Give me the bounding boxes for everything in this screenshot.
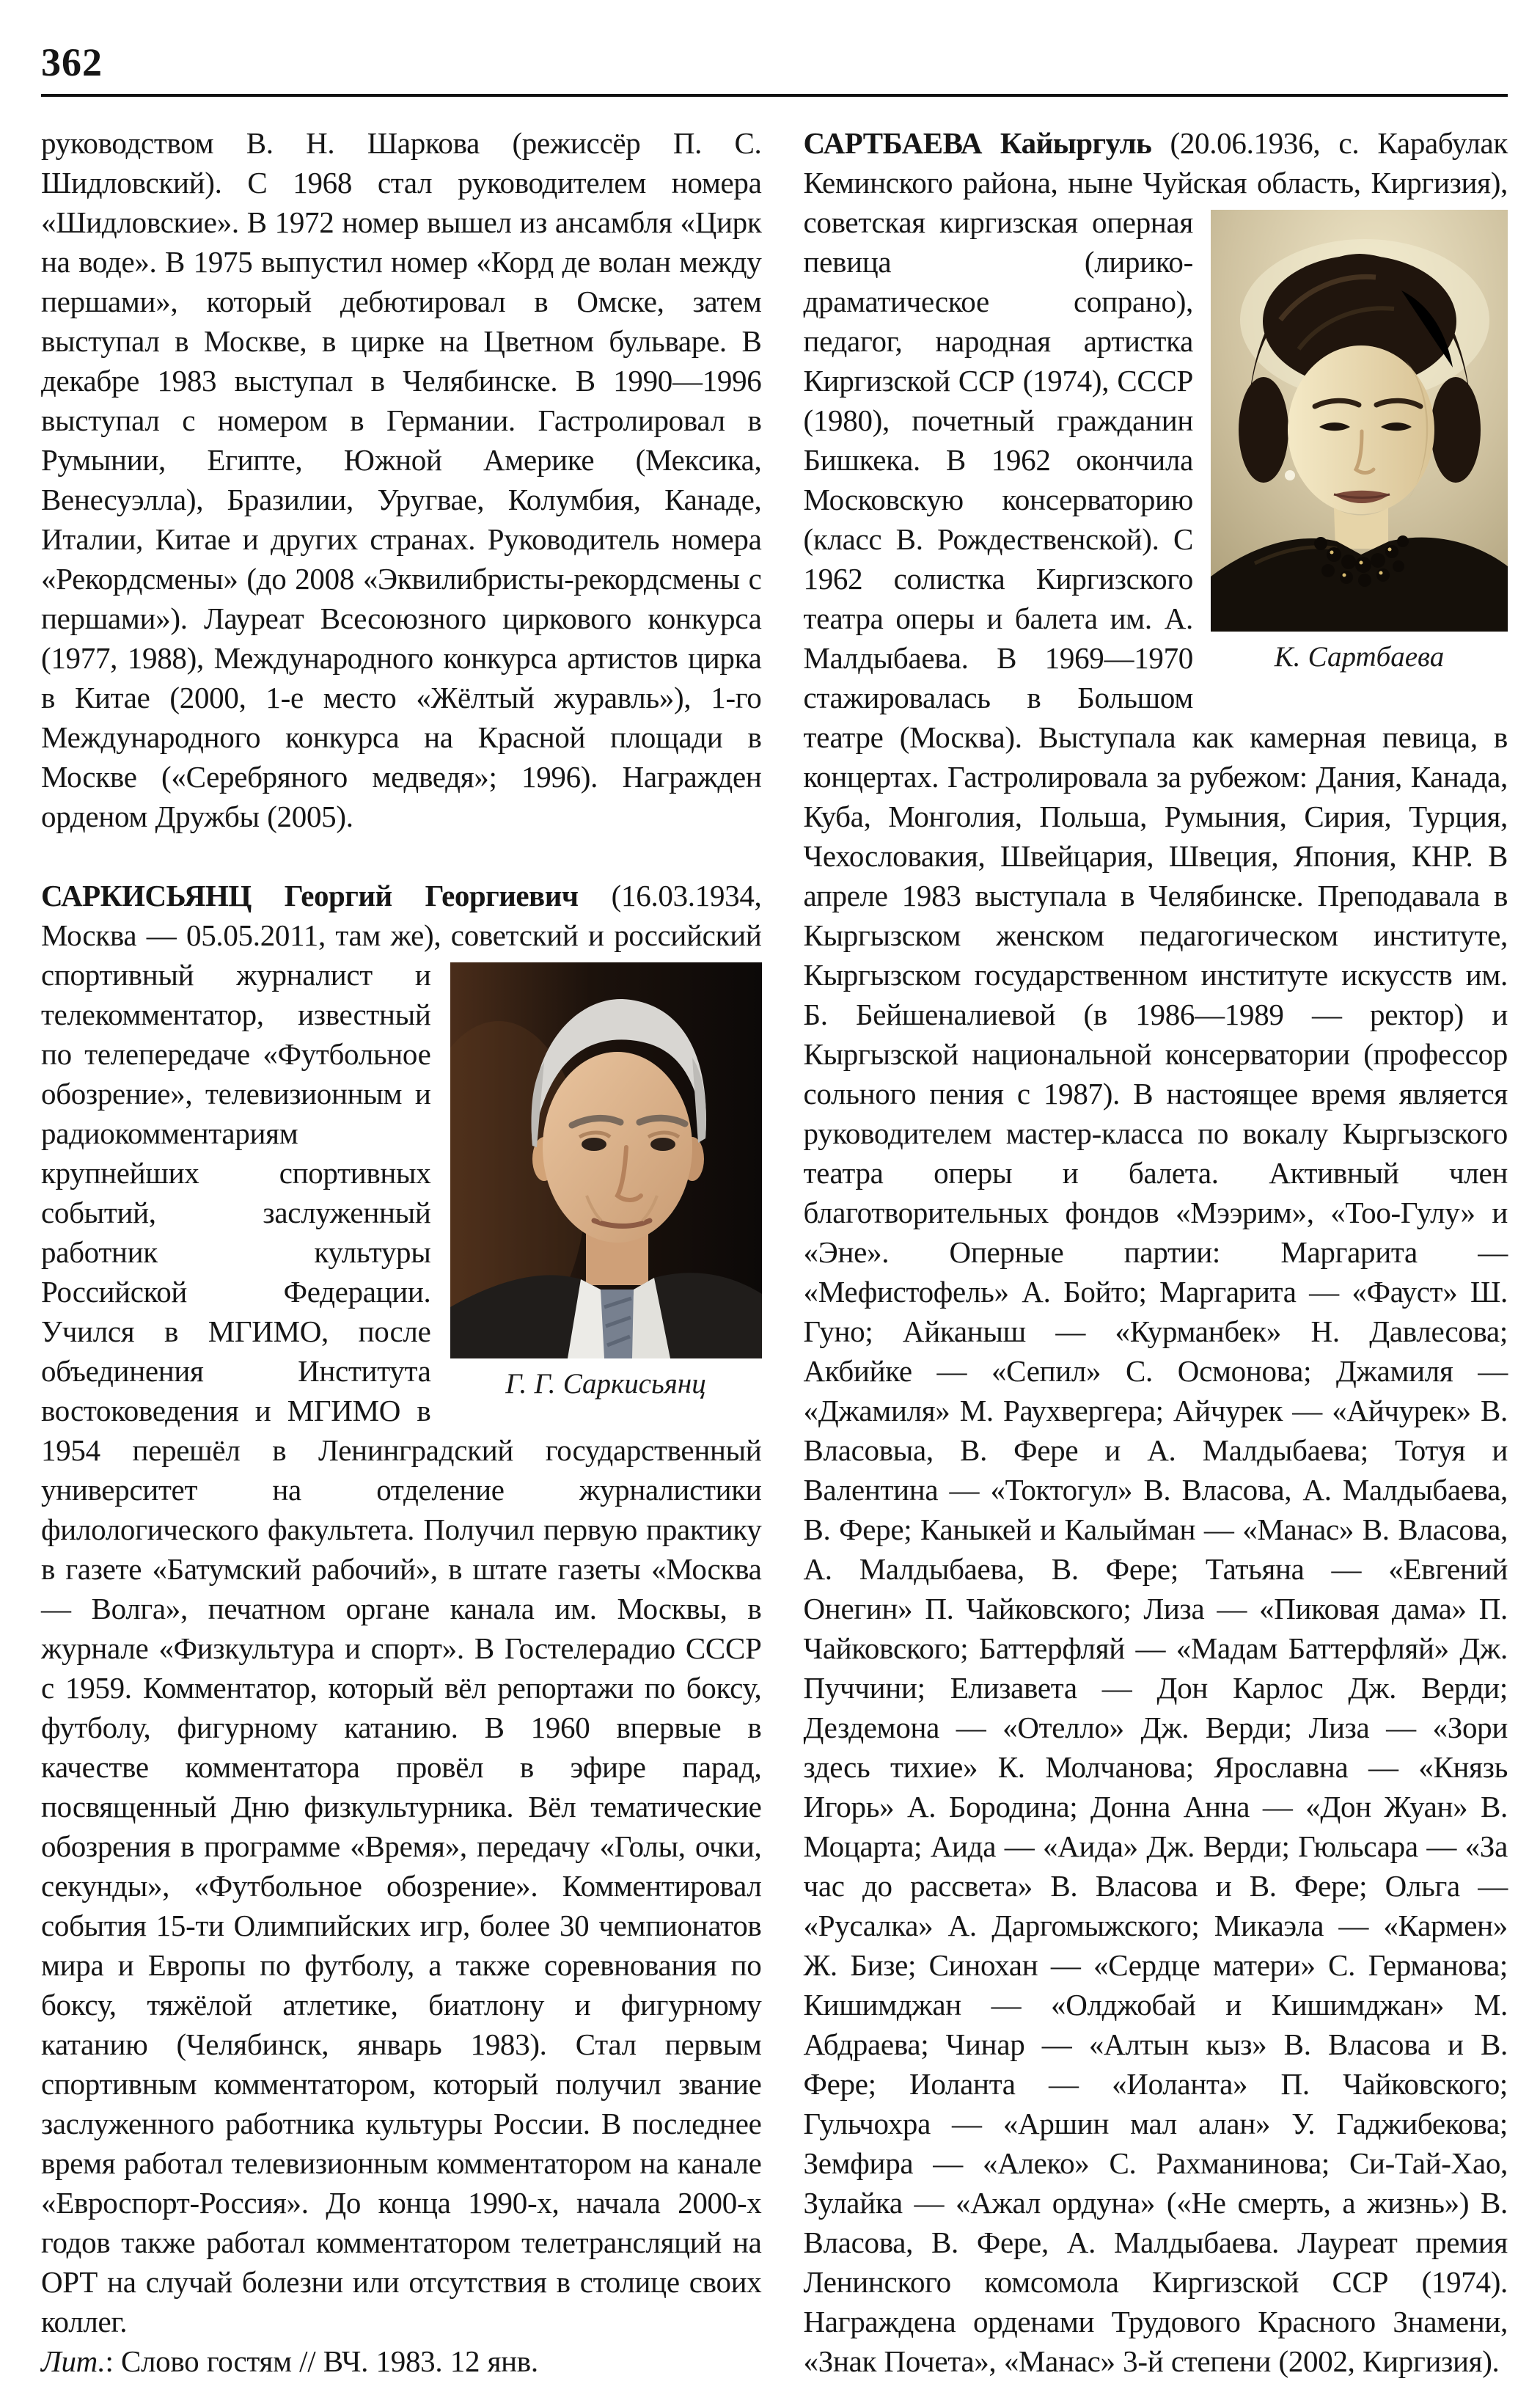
page-header [41,40,1508,97]
portrait-photo-sartbaeva [1211,210,1508,632]
photo-caption-sarkisyants: Г. Г. Саркисьянц [505,1368,706,1400]
continuation-paragraph: руководством В. Н. Шаркова (режиссёр П. С. Шидловский). С 1968 стал руководителем номера «Шидловские». В 1972 номер вышел из ансамбля «Цирк на воде». В 1975 выпустил номер «Корд де волан между першами», который дебютировал в Омске, затем выступал в Москве, в цирке на Цветном бульваре. В декабре 1983 выступал в Челябинске. В 1990—1996 выступал с номером в Германии. Гастролировал в Румынии, Египте, Южной Америке (Мексика, Венесуэлла), Бразилии, Уругвае, Колумбия, Канаде, Италии, Китае и других странах. Руководитель номера «Рекордсмены» (до 2008 «Эквилибристы-рекордсмены с першами»). Лауреат Всесоюзного циркового конкурса (1977, 1988), Международного конкурса артистов цирка в Китае (2000, 1-е место «Жёлтый журавль»), 1-го Международного конкурса на Красной площади в Москве («Серебряного медведя»; 1996). Награжден орденом Дружбы (2005). [41,126,762,833]
left-column [41,123,762,2381]
right-column [804,123,1508,2381]
portrait-photo-sarkisyants [450,962,762,1358]
lit-label: Лит. [41,2344,106,2378]
lit-text: : Слово гостям // ВЧ. 1983. 12 янв. [105,2344,538,2378]
entry-text-after-photo: российский спортивный журналист и телекомментатор, известный по телепередаче «Футбольное обозрение», телевизионным и радиокомментариям крупнейших спортивных событий, заслуженный работник культуры Российской Федерации. Учился в МГИМО, после объединения Института востоковедения и МГИМО в 1954 перешёл в Ленинградский государственный университет на отделение журналистики филологического факультета. Получил первую практику в газете «Батумский рабочий», в штате газеты «Москва — Волга», печатном органе канала им. Москвы, в журнале «Физкультура и спорт». В Гостелерадио СССР с 1959. Комментатор, который вёл репортажи по боксу, футболу, фигурному катанию. В 1960 впервые в качестве комментатора провёл в эфире парад, посвященный Дню физкультурника. Вёл тематические обозрения в программе «Время», передачу «Голы, очки, секунды», «Футбольное обозрение». Комментировал события 15-ти Олимпийских игр, более 30 чемпионатов мира и Европы по футболу, а также соревнования по боксу, тяжёлой атлетике, биатлону и фигурному катанию (Челябинск, январь 1983). Стал первым спортивным комментатором, который получил звание заслуженного работника культуры России. В последнее время работал телевизионным комментатором на канале «Евроспорт-Россия». До конца 1990-х, начала 2000-х годов также работал комментатором телетрансляций на ОРТ на случай болезни или отсутствия в столице своих коллег. [41,918,762,2338]
photo-figure-sartbaeva [1211,210,1508,674]
entry-name-sartbaeva: САРТБАЕВА Кайыргуль [803,126,1152,160]
entry-sartbaeva [804,123,1508,2381]
photo-figure-sarkisyants [450,962,762,1401]
header-rule [41,94,1508,97]
entry-name-sarkisyants: САРКИСЬЯНЦ Георгий Георгиевич [41,879,579,912]
entry-sarkisyants [41,876,762,2341]
page-number: 362 [41,40,103,84]
entry-text-before-photo: (20.06.1936, с. Карабулак Кеминского района, ныне Чуйская область, [803,126,1508,200]
entry-text-before-photo: (16.03.1934, Москва — 05.05.2011, там же), советский и [41,879,762,952]
photo-caption-sartbaeva: К. Сартбаева [1274,641,1445,673]
two-column-layout [41,123,1508,2381]
entry-text-after-photo: Киргизия), советская киргизская оперная певица (лирико-драматическое сопрано), педагог, народная артистка Киргизской ССР (1974), СССР (1980), почетный гражданин Бишкека. В 1962 окончила Московскую консерваторию (класс В. Рождественской). С 1962 солистка Киргизского театра оперы и балета им. А. Малдыбаева. В 1969—1970 стажировалась в Большом театре (Москва). Выступала как камерная певица, в концертах. Гастролировала за рубежом: Дания, Канада, Куба, Монголия, Польша, Румыния, Сирия, Турция, Чехословакия, Швейцария, Швеция, Япония, КНР. В апреле 1983 выступала в Челябинске. Преподавала в Кыргызском женском педагогическом институте, Кыргызском государственном институте искусств им. Б. Бейшеналиевой (в 1986—1989 — ректор) и Кыргызской национальной консерватории (профессор сольного пения с 1987). В настоящее время является руководителем мастер-класса по вокалу Кыргызского театра оперы и балета. Активный член благотворительных фондов «Мээрим», «Тоо-Гулу» и «Эне». Оперные партии: Маргарита — «Мефистофель» А. Бойто; Маргарита — «Фауст» Ш. Гуно; Айканыш — «Курманбек» Н. Давлесова; Акбийке — «Сепил» С. Осмонова; Джамиля — «Джамиля» М. Раухвергера; Айчурек — «Айчурек» В. Власовыа, В. Фере и А. Малдыбаева; Тотуя и Валентина — «Токтогул» В. Власова, А. Малдыбаева, В. Фере; Каныкей и Калыйман — «Манас» В. Власова, А. Малдыбаева, В. Фере; Татьяна — «Евгений Онегин» П. Чайковского; Лиза — «Пиковая дама» П. Чайковского; Баттерфляй — «Мадам Баттерфляй» Дж. Пуччини; Елизавета — Дон Карлос Дж. Верди; Дездемона — «Отелло» Дж. Верди; Лиза — «Зори здесь тихие» К. Молчанова; Ярославна — «Князь Игорь» А. Бородина; Донна Анна — «Дон Жуан» В. Моцарта; Аида — «Аида» Дж. Верди; Гюльсара — «За час до рассвета» В. Власова и В. Фере; Ольга — «Русалка» А. Даргомыжского; Микаэла — «Кармен» Ж. Бизе; Синохан — «Сердце матери» С. Германова; Кишимджан — «Олджобай и Кишимджан» М. Абдраева; Чинар — «Алтын кыз» В. Власова и В. Фере; Иоланта — «Иоланта» П. Чайковского; Гульчохра — «Аршин мал алан» У. Гаджибекова; Земфира — «Алеко» С. Рахманинова; Си-Тай-Хао, Зулайка — «Ажал ордуна» («Не смерть, а жизнь») В. Власова, В. Фере, А. Малдыбаева. Лауреат премия Ленинского комсомола Киргизской ССР (1974). Награждена орденами Трудового Красного Знамени, «Знак Почета», «Манас» 3-й степени (2002, Киргизия). [803,166,1508,2378]
literature-line [41,2341,762,2381]
